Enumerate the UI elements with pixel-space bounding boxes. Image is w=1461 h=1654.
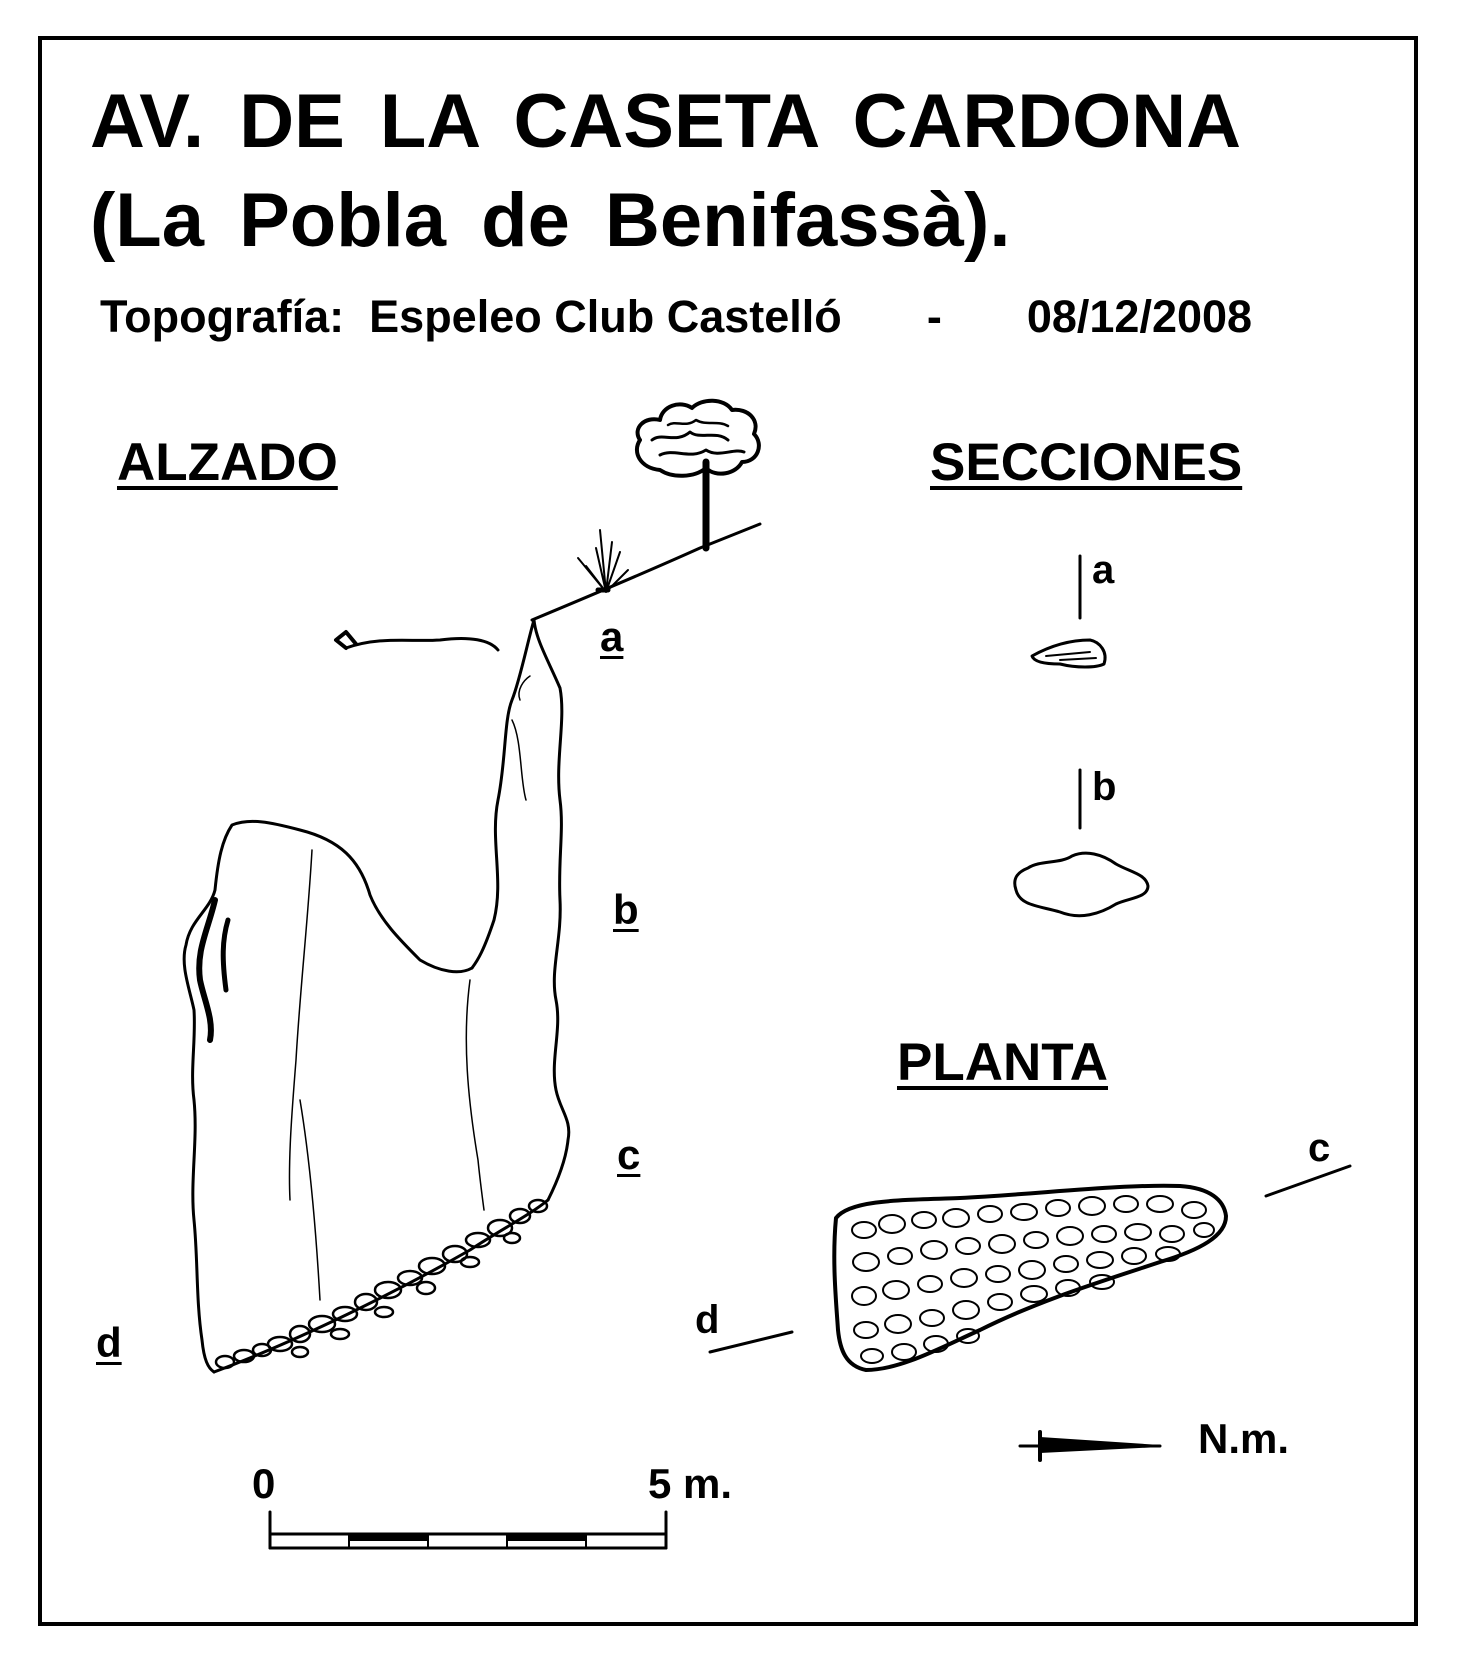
- planta-section-d-line: [710, 1332, 792, 1352]
- planta-marker-c: c: [1308, 1126, 1331, 1170]
- scale-bar: [270, 1512, 666, 1548]
- section-b: [1015, 770, 1148, 916]
- alzado-marker-d: d: [96, 1319, 122, 1366]
- north-label: N.m.: [1198, 1415, 1290, 1462]
- title-line-2: (La Pobla de Benifassà).: [90, 178, 1011, 263]
- surface-ground-line: [532, 524, 760, 620]
- alzado-marker-b: b: [613, 886, 639, 933]
- alzado-heading: ALZADO: [117, 433, 338, 492]
- alzado-floor-blocks: [216, 1200, 547, 1368]
- alzado-marker-c: c: [617, 1131, 641, 1178]
- planta-heading: PLANTA: [897, 1033, 1108, 1092]
- planta-outline: [834, 1186, 1226, 1370]
- north-arrow-icon: [1020, 1432, 1160, 1460]
- scale-start-label: 0: [252, 1460, 276, 1507]
- section-b-shape: [1015, 853, 1148, 916]
- credit-separator: -: [926, 291, 942, 342]
- credit-label: Topografía:: [100, 291, 345, 342]
- survey-date: 08/12/2008: [1026, 291, 1253, 342]
- alzado-outline: [184, 620, 569, 1372]
- alzado-marker-a: a: [600, 613, 624, 660]
- planta-floor-blocks: [852, 1196, 1214, 1363]
- section-b-label: b: [1092, 765, 1117, 809]
- planta-marker-d: d: [695, 1298, 720, 1342]
- planta-plan: [710, 1166, 1350, 1370]
- scale-end-label: 5 m.: [648, 1460, 733, 1507]
- section-a-label: a: [1092, 548, 1115, 592]
- tree-icon: [637, 401, 759, 548]
- section-a: [1032, 556, 1105, 667]
- planta-section-c-line: [1266, 1166, 1350, 1196]
- secciones-heading: SECCIONES: [930, 433, 1243, 492]
- credit-author: Espeleo Club Castelló: [369, 291, 842, 342]
- title-line-1: AV. DE LA CASETA CARDONA: [90, 79, 1242, 164]
